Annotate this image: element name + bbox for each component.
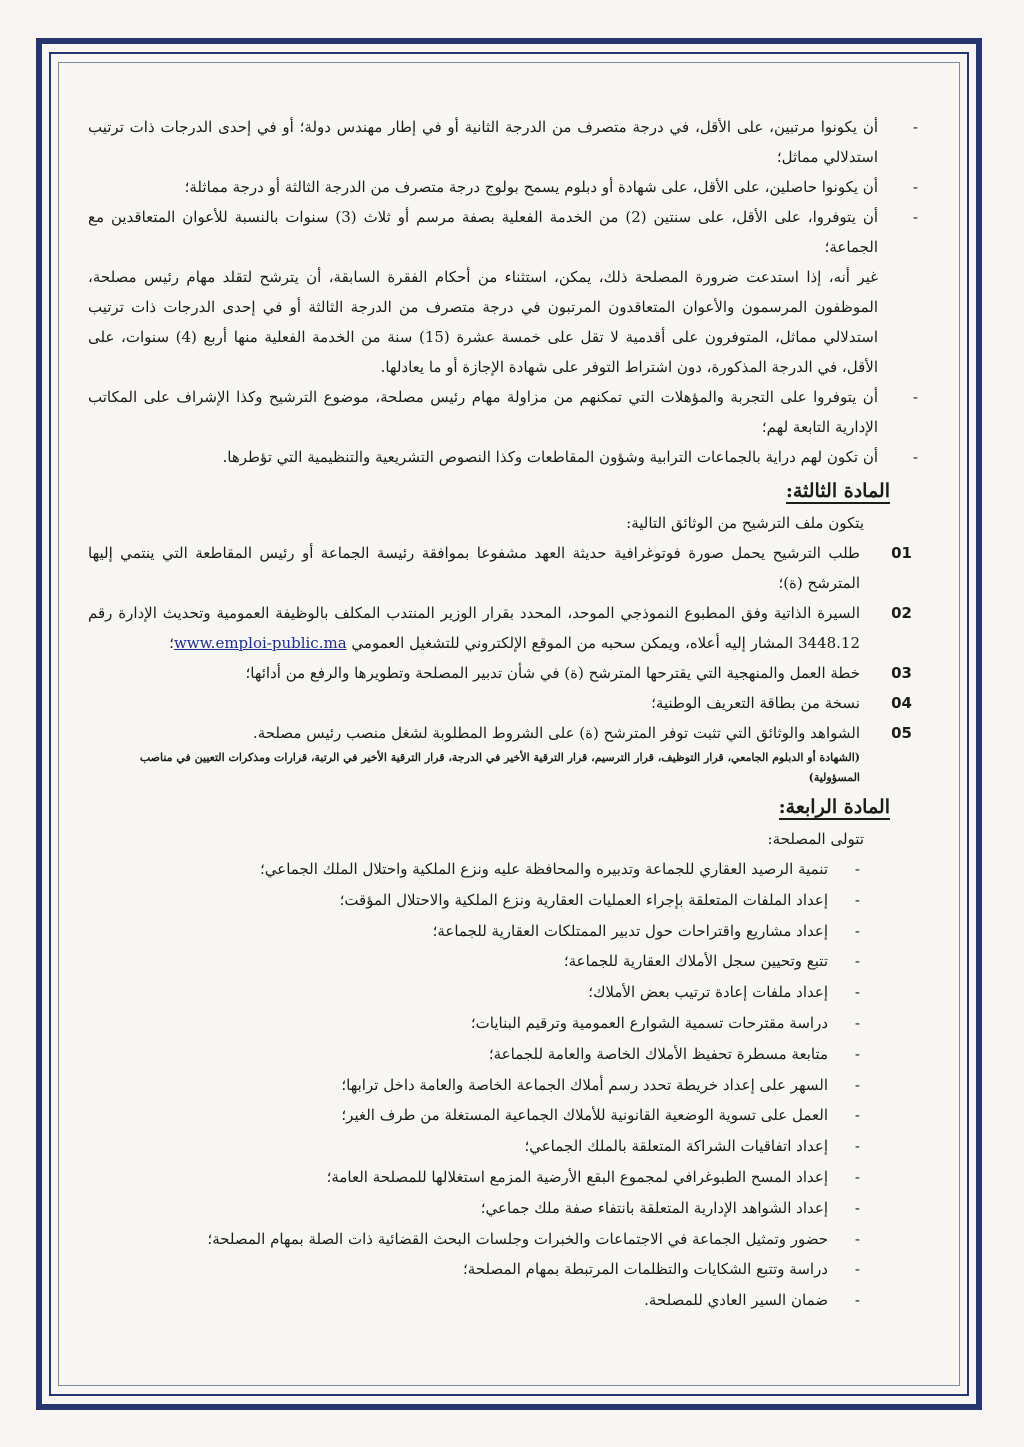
- document-item: 03 خطة العمل والمنهجية التي يقترحها المترشح (ة) في شأن تدبير المصلحة وتطويرها والرفع من أدائها؛: [88, 658, 900, 688]
- task-item: - ضمان السير العادي للمصلحة.: [644, 1291, 860, 1310]
- task-item: - إعداد ملفات إعادة ترتيب بعض الأملاك؛: [588, 983, 860, 1002]
- task-item: - العمل على تسوية الوضعية القانونية للأملاك الجماعية المستغلة من طرف الغير؛: [341, 1106, 860, 1125]
- item-number: 01: [891, 544, 912, 562]
- condition-item: - أن يتوفروا، على الأقل، على سنتين (2) من الخدمة الفعلية بصفة مرسم أو ثلاث (3) سنوات بالنسبة للأعوان المتعاقدين مع الجماعة؛: [88, 208, 918, 256]
- task-item: - السهر على إعداد خريطة تحدد رسم أملاك الجماعة الخاصة والعامة داخل ترابها؛: [341, 1075, 860, 1094]
- document-item: 02 السيرة الذاتية وفق المطبوع النموذجي الموحد، المحدد بقرار الوزير المنتدب المكلف بالوظيفة العمومية وتحديث الإدارة رقم 3448.12 المشار إليه أعلاه، ويمكن سحبه من الموقع الإلكتروني للتشغيل العمومي www.emploi-public.ma؛: [88, 598, 900, 658]
- condition-item: - أن يتوفروا على التجربة والمؤهلات التي تمكنهم من مزاولة مهام رئيس مصلحة، موضوع الترشيح وكذا الإشراف على المكاتب الإدارية التابعة لهم؛: [88, 388, 918, 436]
- exception-paragraph: غير أنه، إذا استدعت ضرورة المصلحة ذلك، يمكن، استثناء من أحكام الفقرة السابقة، أن يترشح لتقلد مهام رئيس مصلحة، الموظفون المرسمون والأعوان المتعاقدون المرتبون في درجة متصرف من الدرجة الثالثة أو في إحدى الدرجات ذات ترتيب استدلالي مماثل، المتوفرون على أقدمية لا تقل على خمسة عشرة (15) سنة من الخدمة الفعلية منها أربع (4) سنوات، على الأقل، في الدرجة المذكورة، دون اشتراط التوفر على شهادة الإجازة أو ما يعادلها.: [88, 268, 878, 376]
- emploi-public-link[interactable]: www.emploi-public.ma: [173, 634, 347, 652]
- supporting-documents-note: (الشهادة أو الدبلوم الجامعي، قرار التوظيف، قرار الترسيم، قرار الترقية الأخير في الدرجة، قرار الترقية الأخير في الرتبة، قرارات ومذكرات التعيين في مناصب المسؤولية): [139, 751, 860, 784]
- task-item: - متابعة مسطرة تحفيظ الأملاك الخاصة والعامة للجماعة؛: [488, 1044, 860, 1063]
- condition-item: - أن يكونوا حاصلين، على الأقل، على شهادة أو دبلوم يسمح بولوج درجة متصرف من الدرجة الثالثة أو درجة مماثلة؛: [184, 178, 918, 196]
- task-item: - دراسة مقترحات تسمية الشوارع العمومية وترقيم البنايات؛: [470, 1013, 860, 1032]
- task-item: - حضور وتمثيل الجماعة في الاجتماعات والخبرات وجلسات البحث القضائية ذات الصلة بمهام المصلحة؛: [207, 1229, 860, 1248]
- service-tasks-list: [88, 854, 900, 1316]
- article-3-title: المادة الثالثة:: [785, 480, 890, 502]
- task-item: - تنمية الرصيد العقاري للجماعة وتدبيره والمحافظة عليه ونزع الملكية واحتلال الملك الجماعي؛: [260, 860, 860, 878]
- item-number: 03: [891, 664, 912, 682]
- task-item: - دراسة وتتبع الشكايات والتظلمات المرتبطة بمهام المصلحة؛: [463, 1260, 860, 1279]
- task-item: - إعداد الملفات المتعلقة بإجراء العمليات العقارية ونزع الملكية والاحتلال المؤقت؛: [339, 890, 860, 909]
- document-item: 04 نسخة من بطاقة التعريف الوطنية؛: [88, 688, 900, 718]
- document-body: [88, 112, 918, 1316]
- article-4-intro: تتولى المصلحة:: [767, 830, 864, 848]
- item-number: 02: [891, 604, 912, 622]
- document-item: 05 الشواهد والوثائق التي تثبت توفر المترشح (ة) على الشروط المطلوبة لشغل منصب رئيس مصلحة.: [88, 718, 900, 748]
- article-4-title: المادة الرابعة:: [778, 796, 890, 818]
- document-item: 01 طلب الترشيح يحمل صورة فوتوغرافية حديثة العهد مشفوعا بموافقة رئيسة الجماعة أو رئيس المقاطعة التي ينتمي إليها المترشح (ة)؛: [88, 538, 900, 598]
- article-3-intro: يتكون ملف الترشيح من الوثائق التالية:: [626, 514, 864, 532]
- item-number: 04: [891, 694, 912, 712]
- condition-item: - أن تكون لهم دراية بالجماعات الترابية وشؤون المقاطعات وكذا النصوص التشريعية والتنظيمية التي تؤطرها.: [222, 448, 918, 466]
- condition-item: - أن يكونوا مرتبين، على الأقل، في درجة متصرف من الدرجة الثانية أو في إطار مهندس دولة؛ أو في إحدى الدرجات ذات ترتيب استدلالي مماثل؛: [88, 118, 918, 166]
- task-item: - إعداد اتفاقيات الشراكة المتعلقة بالملك الجماعي؛: [524, 1137, 860, 1156]
- task-item: - إعداد المسح الطبوغرافي لمجموع البقع الأرضية المزمع استغلالها للمصلحة العامة؛: [326, 1167, 860, 1186]
- task-item: - تتبع وتحيين سجل الأملاك العقارية للجماعة؛: [563, 952, 860, 971]
- task-item: - إعداد مشاريع واقتراحات حول تدبير الممتلكات العقارية للجماعة؛: [432, 921, 860, 940]
- task-item: - إعداد الشواهد الإدارية المتعلقة بانتفاء صفة ملك جماعي؛: [480, 1198, 860, 1217]
- item-number: 05: [891, 724, 912, 742]
